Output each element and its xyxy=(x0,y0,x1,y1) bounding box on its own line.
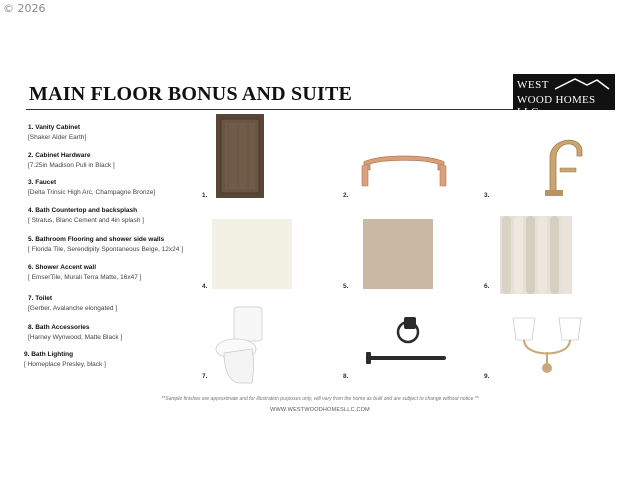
item-number: 4. xyxy=(202,283,208,290)
item-number: 9. xyxy=(484,373,490,380)
item-number: 2. xyxy=(343,192,349,199)
faucet-image xyxy=(540,128,592,196)
spec-name: 3. Faucet xyxy=(28,179,57,186)
spec-name: 6. Shower Accent wall xyxy=(28,264,97,271)
item-number: 7. xyxy=(202,373,208,380)
spec-detail: [Delta Trinsic High Arc, Champagne Bronze] xyxy=(28,189,156,196)
vanity-light-image xyxy=(510,314,584,376)
spec-item-shower-accent-wall xyxy=(28,263,141,283)
spec-detail: [ Homeplace Presley, black ] xyxy=(24,361,106,368)
spec-name: 8. Bath Accessories xyxy=(28,324,90,331)
spec-name: 7. Toilet xyxy=(28,295,53,302)
spec-detail: [Gerber, Avalanche elongated ] xyxy=(28,305,118,312)
spec-name: 4. Bath Countertop and backsplash xyxy=(28,207,138,214)
website-link[interactable]: WWW.WESTWOODHOMESLLC.COM xyxy=(270,407,370,413)
spec-item-vanity-cabinet xyxy=(28,123,86,143)
countertop-swatch xyxy=(212,219,292,289)
spec-detail: [7.25in Madison Pull in Black ] xyxy=(28,162,115,169)
spec-item-toilet xyxy=(28,294,117,314)
spec-item-bath-countertop xyxy=(28,206,144,226)
spec-item-cabinet-hardware xyxy=(28,151,115,171)
spec-name: 5. Bathroom Flooring and shower side walls xyxy=(28,236,165,243)
towel-accessories-image xyxy=(364,314,448,370)
spec-name: 1. Vanity Cabinet xyxy=(28,124,81,131)
spec-item-bath-lighting xyxy=(24,350,106,370)
spec-detail: [Shaker Alder Earth] xyxy=(28,134,87,141)
disclaimer-note: **Sample finishes are approximate and for illustration purposes only, will vary from the home as built and are subject to change without notice ** xyxy=(161,396,479,402)
spec-detail: [ Stratus, Blanc Cement and 4in splash ] xyxy=(28,217,144,224)
spec-detail: [Harney Wynwood, Matte Black ] xyxy=(28,334,123,341)
company-logo xyxy=(513,74,615,118)
vanity-cabinet-image xyxy=(216,114,264,198)
spec-name: 2. Cabinet Hardware xyxy=(28,152,91,159)
item-number: 1. xyxy=(202,192,208,199)
toilet-image xyxy=(214,305,266,385)
spec-item-faucet xyxy=(28,178,155,198)
spec-name: 9. Bath Lighting xyxy=(24,351,74,358)
accent-tile-swatch xyxy=(500,216,572,294)
logo-line-2: WOOD HOMES LLC xyxy=(517,94,596,118)
cabinet-pull-image xyxy=(358,150,450,192)
logo-line-1: WEST xyxy=(517,79,549,91)
spec-item-bathroom-flooring xyxy=(28,235,183,255)
item-number: 5. xyxy=(343,283,349,290)
spec-item-bath-accessories xyxy=(28,323,122,343)
floor-tile-swatch xyxy=(363,219,433,289)
spec-detail: [ EmserTile, Murali Terra Matte, 16x47 ] xyxy=(28,274,142,281)
item-number: 6. xyxy=(484,283,490,290)
copyright-text: © 2026 xyxy=(3,2,46,15)
spec-detail: [ Florida Tile, Serendipity Spontaneous Beige, 12x24 ] xyxy=(28,246,184,253)
item-number: 3. xyxy=(484,192,490,199)
page-title: MAIN FLOOR BONUS AND SUITE xyxy=(29,83,353,105)
roofline-icon xyxy=(553,76,611,90)
item-number: 8. xyxy=(343,373,349,380)
